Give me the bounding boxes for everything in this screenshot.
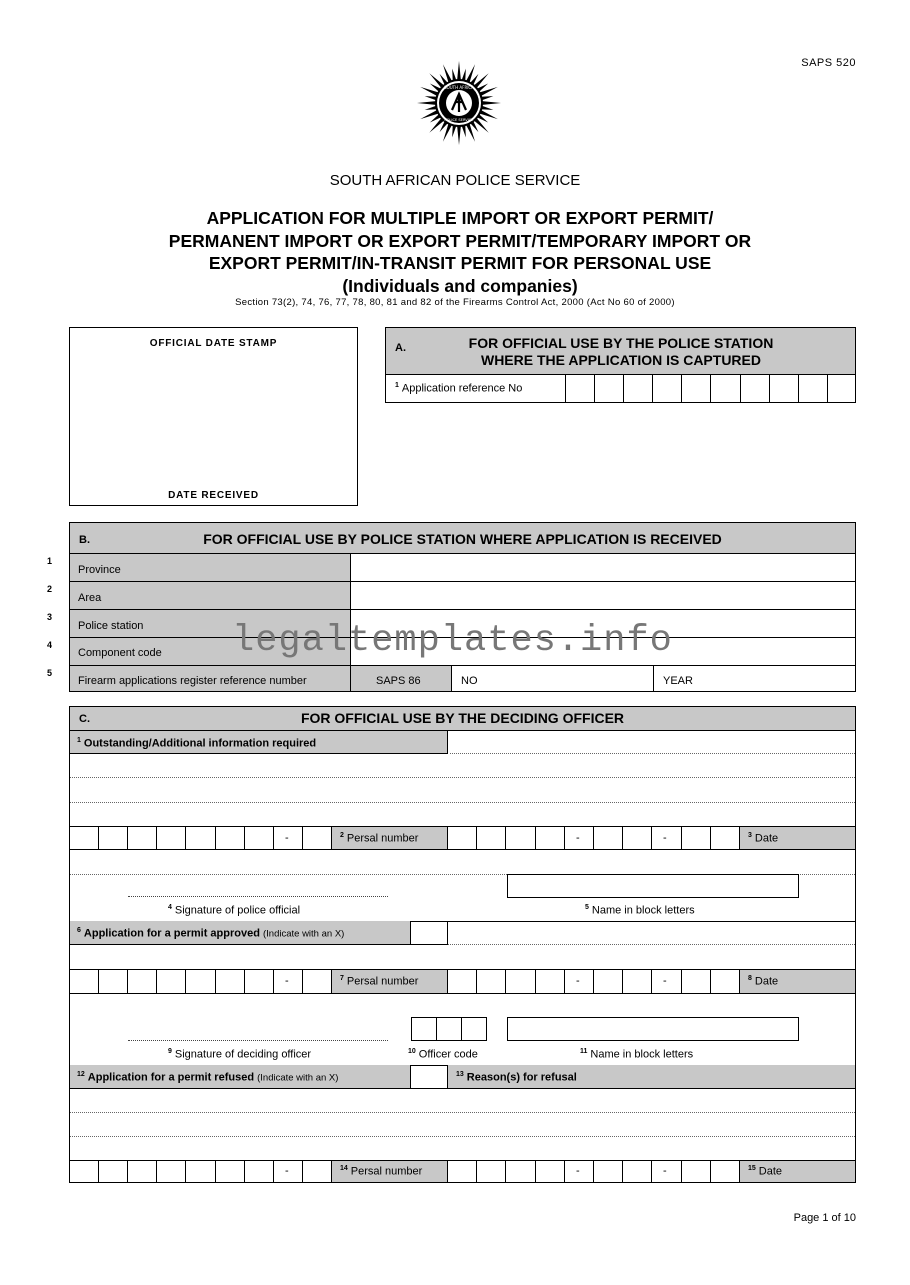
ref-cell[interactable] bbox=[711, 375, 740, 402]
date-label-1: $^3$ Date bbox=[748, 832, 779, 845]
permit-approved-label: $^6$ Application for a permit approved (Indicate with an X) bbox=[77, 927, 345, 940]
logo-ring-top: SOUTH AFRICA bbox=[444, 85, 474, 90]
dash: - bbox=[576, 975, 580, 987]
section-c-header bbox=[70, 707, 855, 731]
outstanding-info-input[interactable] bbox=[70, 754, 855, 826]
component-code-label: Component code bbox=[78, 647, 162, 659]
signature-deciding-officer-line[interactable] bbox=[128, 1040, 388, 1041]
title-line-2: PERMANENT IMPORT OR EXPORT PERMIT/TEMPORARY IMPORT OR bbox=[168, 230, 752, 251]
row-number: 2 bbox=[47, 584, 53, 594]
saps86-label: SAPS 86 bbox=[376, 675, 421, 687]
register-no-input[interactable]: NO bbox=[461, 675, 478, 687]
emblem-ray bbox=[481, 101, 501, 105]
area-input[interactable] bbox=[352, 582, 855, 608]
area-label: Area bbox=[78, 592, 102, 604]
page-number: Page 1 of 10 bbox=[793, 1212, 856, 1224]
signature-police-official-label: $^4$ Signature of police official bbox=[168, 904, 301, 917]
ref-cell[interactable] bbox=[682, 375, 711, 402]
section-c bbox=[69, 706, 856, 1183]
persal-date-row-1 bbox=[70, 826, 855, 850]
persal-label-2: $^7$ Persal number bbox=[340, 975, 419, 988]
persal-date-row-3 bbox=[70, 1160, 855, 1182]
section-c-letter: C. bbox=[79, 713, 90, 725]
section-a-heading-2: WHERE THE APPLICATION IS CAPTURED bbox=[480, 352, 761, 368]
row-number: 3 bbox=[47, 612, 53, 622]
name-block-letters-label-1: $^5$ Name in block letters bbox=[585, 904, 695, 917]
persal-cells-1[interactable] bbox=[448, 827, 740, 849]
outstanding-info-label: $^1$ Outstanding/Additional information required bbox=[77, 737, 317, 750]
dash: - bbox=[663, 1165, 667, 1177]
permit-refused-checkbox[interactable] bbox=[411, 1065, 448, 1089]
legal-reference: Section 73(2), 74, 76, 77, 78, 80, 81 and 82 of the Firearms Control Act, 2000 (Act No 60 of 2000) bbox=[235, 297, 675, 308]
form-title bbox=[100, 207, 820, 297]
title-line-4: (Individuals and companies) bbox=[342, 275, 578, 296]
date-label-3: $^{15}$ Date bbox=[748, 1165, 783, 1178]
officer-code-input[interactable] bbox=[411, 1017, 487, 1041]
section-b-letter: B. bbox=[79, 534, 90, 546]
watermark: legaltemplates.info bbox=[232, 620, 673, 662]
ref-cell[interactable] bbox=[799, 375, 828, 402]
section-b-header bbox=[70, 523, 855, 554]
persal-cells-3[interactable] bbox=[448, 1161, 740, 1182]
province-label: Province bbox=[78, 564, 121, 576]
title-line-3: EXPORT PERMIT/IN-TRANSIT PERMIT FOR PERSONAL USE bbox=[208, 253, 712, 273]
ref-cell[interactable] bbox=[595, 375, 624, 402]
row-number: 1 bbox=[47, 556, 53, 566]
date-received-label: DATE RECEIVED bbox=[168, 490, 259, 501]
row-number: 5 bbox=[47, 668, 53, 678]
dash: - bbox=[285, 1165, 289, 1177]
section-a-letter: A. bbox=[395, 342, 406, 354]
saps-star-emblem-icon bbox=[416, 60, 502, 146]
section-b-heading: FOR OFFICIAL USE BY POLICE STATION WHERE APPLICATION IS RECEIVED bbox=[203, 531, 722, 547]
persal-cells-2[interactable] bbox=[448, 970, 740, 993]
signature-deciding-officer-label: $^9$ Signature of deciding officer bbox=[168, 1048, 312, 1061]
dash: - bbox=[576, 832, 580, 844]
emblem-ray bbox=[417, 101, 437, 105]
ref-cell[interactable] bbox=[828, 375, 856, 402]
code-cells-2[interactable] bbox=[70, 970, 332, 993]
section-c-heading: FOR OFFICIAL USE BY THE DECIDING OFFICER bbox=[300, 710, 625, 726]
official-date-stamp-box bbox=[69, 327, 358, 506]
dash: - bbox=[285, 975, 289, 987]
dash: - bbox=[576, 1165, 580, 1177]
code-cells-1[interactable] bbox=[70, 827, 332, 849]
signature-police-official-line[interactable] bbox=[128, 896, 388, 897]
application-ref-label: $^1$ Application reference No bbox=[395, 382, 523, 395]
application-ref-input[interactable] bbox=[565, 375, 856, 402]
dash: - bbox=[285, 832, 289, 844]
police-station-label: Police station bbox=[78, 620, 144, 632]
section-a-heading-1: FOR OFFICIAL USE BY THE POLICE STATION bbox=[468, 335, 774, 351]
register-year-input[interactable]: YEAR bbox=[663, 675, 693, 687]
persal-label-3: $^{14}$ Persal number bbox=[340, 1165, 423, 1178]
row-number: 4 bbox=[47, 640, 53, 650]
outstanding-info-label-cell bbox=[70, 731, 448, 754]
stamp-label: OFFICIAL DATE STAMP bbox=[149, 338, 278, 349]
dash: - bbox=[663, 975, 667, 987]
section-b bbox=[69, 522, 856, 692]
code-cells-3[interactable] bbox=[70, 1161, 332, 1182]
refusal-reasons-label: $^{13}$ Reason(s) for refusal bbox=[456, 1071, 577, 1084]
name-block-letters-input-2[interactable] bbox=[507, 1017, 799, 1041]
date-label-2: $^8$ Date bbox=[748, 975, 779, 988]
officer-code-label: $^{10}$ Officer code bbox=[408, 1048, 478, 1061]
emblem-ray bbox=[457, 61, 461, 81]
agency-name: SOUTH AFRICAN POLICE SERVICE bbox=[329, 172, 581, 189]
persal-label-1: $^2$ Persal number bbox=[340, 832, 419, 845]
ref-cell[interactable] bbox=[770, 375, 799, 402]
ref-cell[interactable] bbox=[653, 375, 682, 402]
refusal-reasons-input[interactable] bbox=[70, 1089, 855, 1160]
ref-cell[interactable] bbox=[624, 375, 653, 402]
form-code: SAPS 520 bbox=[801, 57, 856, 69]
ref-cell[interactable] bbox=[741, 375, 770, 402]
name-block-letters-label-2: $^{11}$ Name in block letters bbox=[580, 1048, 694, 1061]
province-input[interactable] bbox=[352, 555, 855, 581]
persal-date-row-2 bbox=[70, 969, 855, 994]
logo-ring-bottom: POLICE SERVICE bbox=[444, 118, 474, 122]
title-line-1: APPLICATION FOR MULTIPLE IMPORT OR EXPORT PERMIT/ bbox=[206, 208, 714, 228]
name-block-letters-input-1[interactable] bbox=[507, 874, 799, 898]
emblem-ray bbox=[457, 125, 461, 145]
permit-approved-checkbox[interactable] bbox=[411, 921, 448, 945]
section-a-header bbox=[386, 328, 855, 375]
section-a bbox=[385, 327, 856, 403]
permit-refused-label: $^{12}$ Application for a permit refused (Indicate with an X) bbox=[77, 1071, 339, 1084]
register-ref-label: Firearm applications register reference number bbox=[78, 675, 307, 687]
dash: - bbox=[663, 832, 667, 844]
ref-cell[interactable] bbox=[566, 375, 595, 402]
